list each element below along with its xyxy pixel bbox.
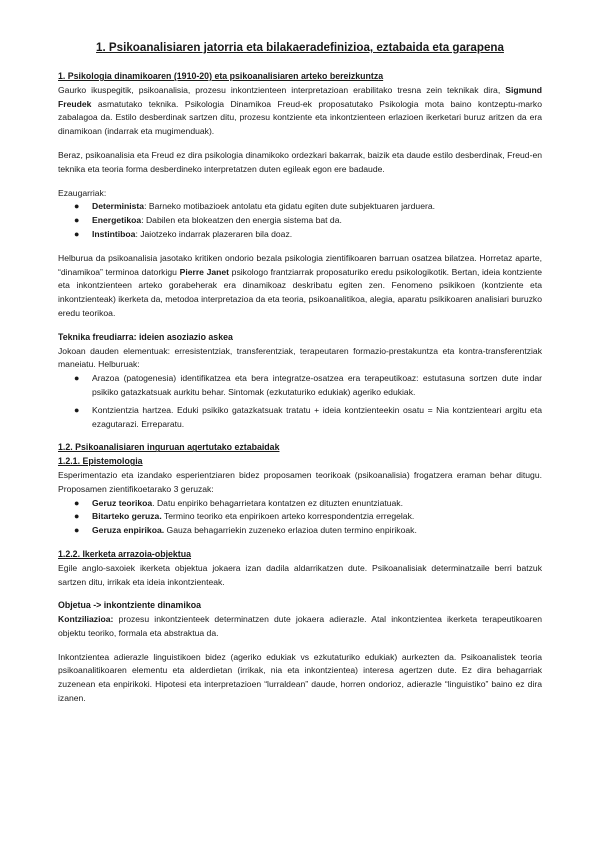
section-1-heading: 1. Psikologia dinamikoaren (1910-20) eta psikoanalisiaren arteko bereizkuntza bbox=[58, 71, 384, 81]
bullet-icon: ● bbox=[74, 201, 80, 212]
bullet-icon: ● bbox=[74, 404, 80, 415]
bullet-icon: ● bbox=[74, 497, 80, 508]
list-item: ● Arazoa (patogenesia) identifikatzea eta bera integratze-osatzea era terapeutikoaz: estutasuna sortzen dute indar psikiko gatazkatsuak aurkitu behar. Sintomak (ezkutaturiko edukiak) ageriko edukiak. bbox=[74, 373, 542, 397]
list-item: ● Instintiboa: Jaiotzeko indarrak plazeraren bila doaz. bbox=[58, 228, 542, 242]
objective-paragraph: Kontziliazioa: prozesu inkontzienteek determinatzen dute jokaera adierazle. Atal inkontzientea ikerketa terapeutikoaren objektu teoriko, formala eta abstraktua da. bbox=[58, 614, 542, 638]
bullet-icon: ● bbox=[74, 373, 80, 384]
technique-heading: Teknika freudiarra: ideien asoziazio askea bbox=[58, 331, 233, 342]
section-1-2-heading: 1.2. Psikoanalisiaren inguruan agertutako eztabaidak bbox=[58, 442, 280, 453]
section-1-2-2-heading: 1.2.2. Ikerketa arrazoia-objektua bbox=[58, 548, 191, 559]
final-paragraph: Inkontzientea adierazle linguistikoen bidez (ageriko edukiak vs ezkutaturiko edukiak) aurkezten da. Psikoanalistek teoria psikoanalitikoaren elementu eta alderdietan (irrikak, nia eta inkontzientea) interesa agertzen dute. Ez dira behagarriak zuzenean eta enpirikoki. Hipotesi eta interpretazioen “lurraldean” daude, horren ondorioz, adierazle “linguistiko” baino ez dira izanen. bbox=[58, 651, 542, 704]
epistemology-paragraph: Esperimentazio eta izandako esperientziaren bidez proposamen teorikoak (psikoanalisia) frogatzera eraman behar ditugu. Proposamen zientifikoetarako 3 geruzak: bbox=[58, 469, 542, 494]
list-item: ● Energetikoa: Dabilen eta blokeatzen den energia sistema bat da. bbox=[58, 214, 542, 228]
list-item: ● Bitarteko geruza. Termino teoriko eta enpirikoen arteko korrespondentzia erregelak. bbox=[58, 510, 542, 524]
document-page bbox=[58, 40, 542, 706]
technique-paragraph: Jokoan dauden elementuak: erresistentziak, transferentziak, terapeutaren formazio-prestakuntza eta kontra-transferentziak maneiatu. Helburuak: bbox=[58, 345, 542, 370]
document-title: 1. Psikoanalisiaren jatorria eta bilakaeradefinizioa, eztabaida eta garapena bbox=[96, 41, 504, 54]
bullet-icon: ● bbox=[74, 215, 80, 226]
list-item: ● Kontzientzia hartzea. Eduki psikiko gatazkatsuak tratatu + ideia kontzienteekin osatu = Nia kontzienteari argitu eta ezagutarazi. Erreparatu. bbox=[74, 404, 542, 429]
list-item: ● Determinista: Barneko motibazioek antolatu eta gidatu egiten dute subjektuaren jarduera. bbox=[58, 200, 542, 214]
section-1-paragraph-3: Helburua da psikoanalisia jasotako kritiken ondorio bezala psikologia zientifikoaren barruan osatzea bilatzea. Horretaz aparte, “dinamikoa” terminoa datorkigu Pierre Janet psikologo frantziarrak proposaturiko eredu psikologikotik. Bertan, ideia kontziente eta inkontzienteen arteko gorabeherak era dinamikoaz deskribatu egiten zen. Fenomeno psikikoen (kontziente eta inkontzienteak) ikerketa da, metodoa interpretazioa da eta teoria, psikoanalitikoa, alegia, aparatu psikikoaren analisiari buruzko eredu teorikoa. bbox=[58, 252, 542, 318]
features-list bbox=[58, 200, 542, 241]
list-item: ● Geruz teorikoa. Datu enpiriko behagarrietara kontatzen ez dituzten enuntziatuak. bbox=[58, 497, 542, 511]
bullet-icon: ● bbox=[74, 525, 80, 536]
features-label: Ezaugarriak: bbox=[58, 187, 107, 198]
layers-list bbox=[58, 497, 542, 538]
section-1-paragraph-1: Gaurko ikuspegitik, psikoanalisia, prozesu inkontzienteen interpretazioan erabilitako tresna zein teknikak dira, Sigmund Freudek asmatutako teknika. Psikologia Dinamikoa Freud-ek proposatutako Psikologia mota baino kontzeptu-marko zabalagoa da. Estilo desberdinak sartzen ditu, prozesu kontziente eta inkontzienteen erlazioen ikerketari buruz aritzen da era dinamikoan (indarrak eta mugimenduak). bbox=[58, 84, 542, 137]
bullet-icon: ● bbox=[74, 228, 80, 239]
section-1-paragraph-2: Beraz, psikoanalisia eta Freud ez dira psikologia dinamikoko ordezkari bakarrak, baizik eta daude estilo desberdinak, Freud-en teknika eta teoria forma desberdineko interpretatzen duten egileak egon ere badaude. bbox=[58, 149, 542, 174]
goals-list bbox=[58, 372, 542, 431]
objective-heading: Objetua -> inkontziente dinamikoa bbox=[58, 600, 201, 611]
research-object-paragraph: Egile anglo-saxoiek ikerketa objektua jokaera izan dadila aldarrikatzen dute. Psikoanalisiak determinatzaile berri batzuk sartzen ditu, irrikak eta ideia inkontzienteak. bbox=[58, 562, 542, 587]
section-1-2-1-heading: 1.2.1. Epistemologia bbox=[58, 456, 143, 467]
bullet-icon: ● bbox=[74, 511, 80, 522]
list-item: ● Geruza enpirikoa. Gauza behagarriekin zuzeneko erlazioa duten termino enpirikoak. bbox=[58, 524, 542, 538]
